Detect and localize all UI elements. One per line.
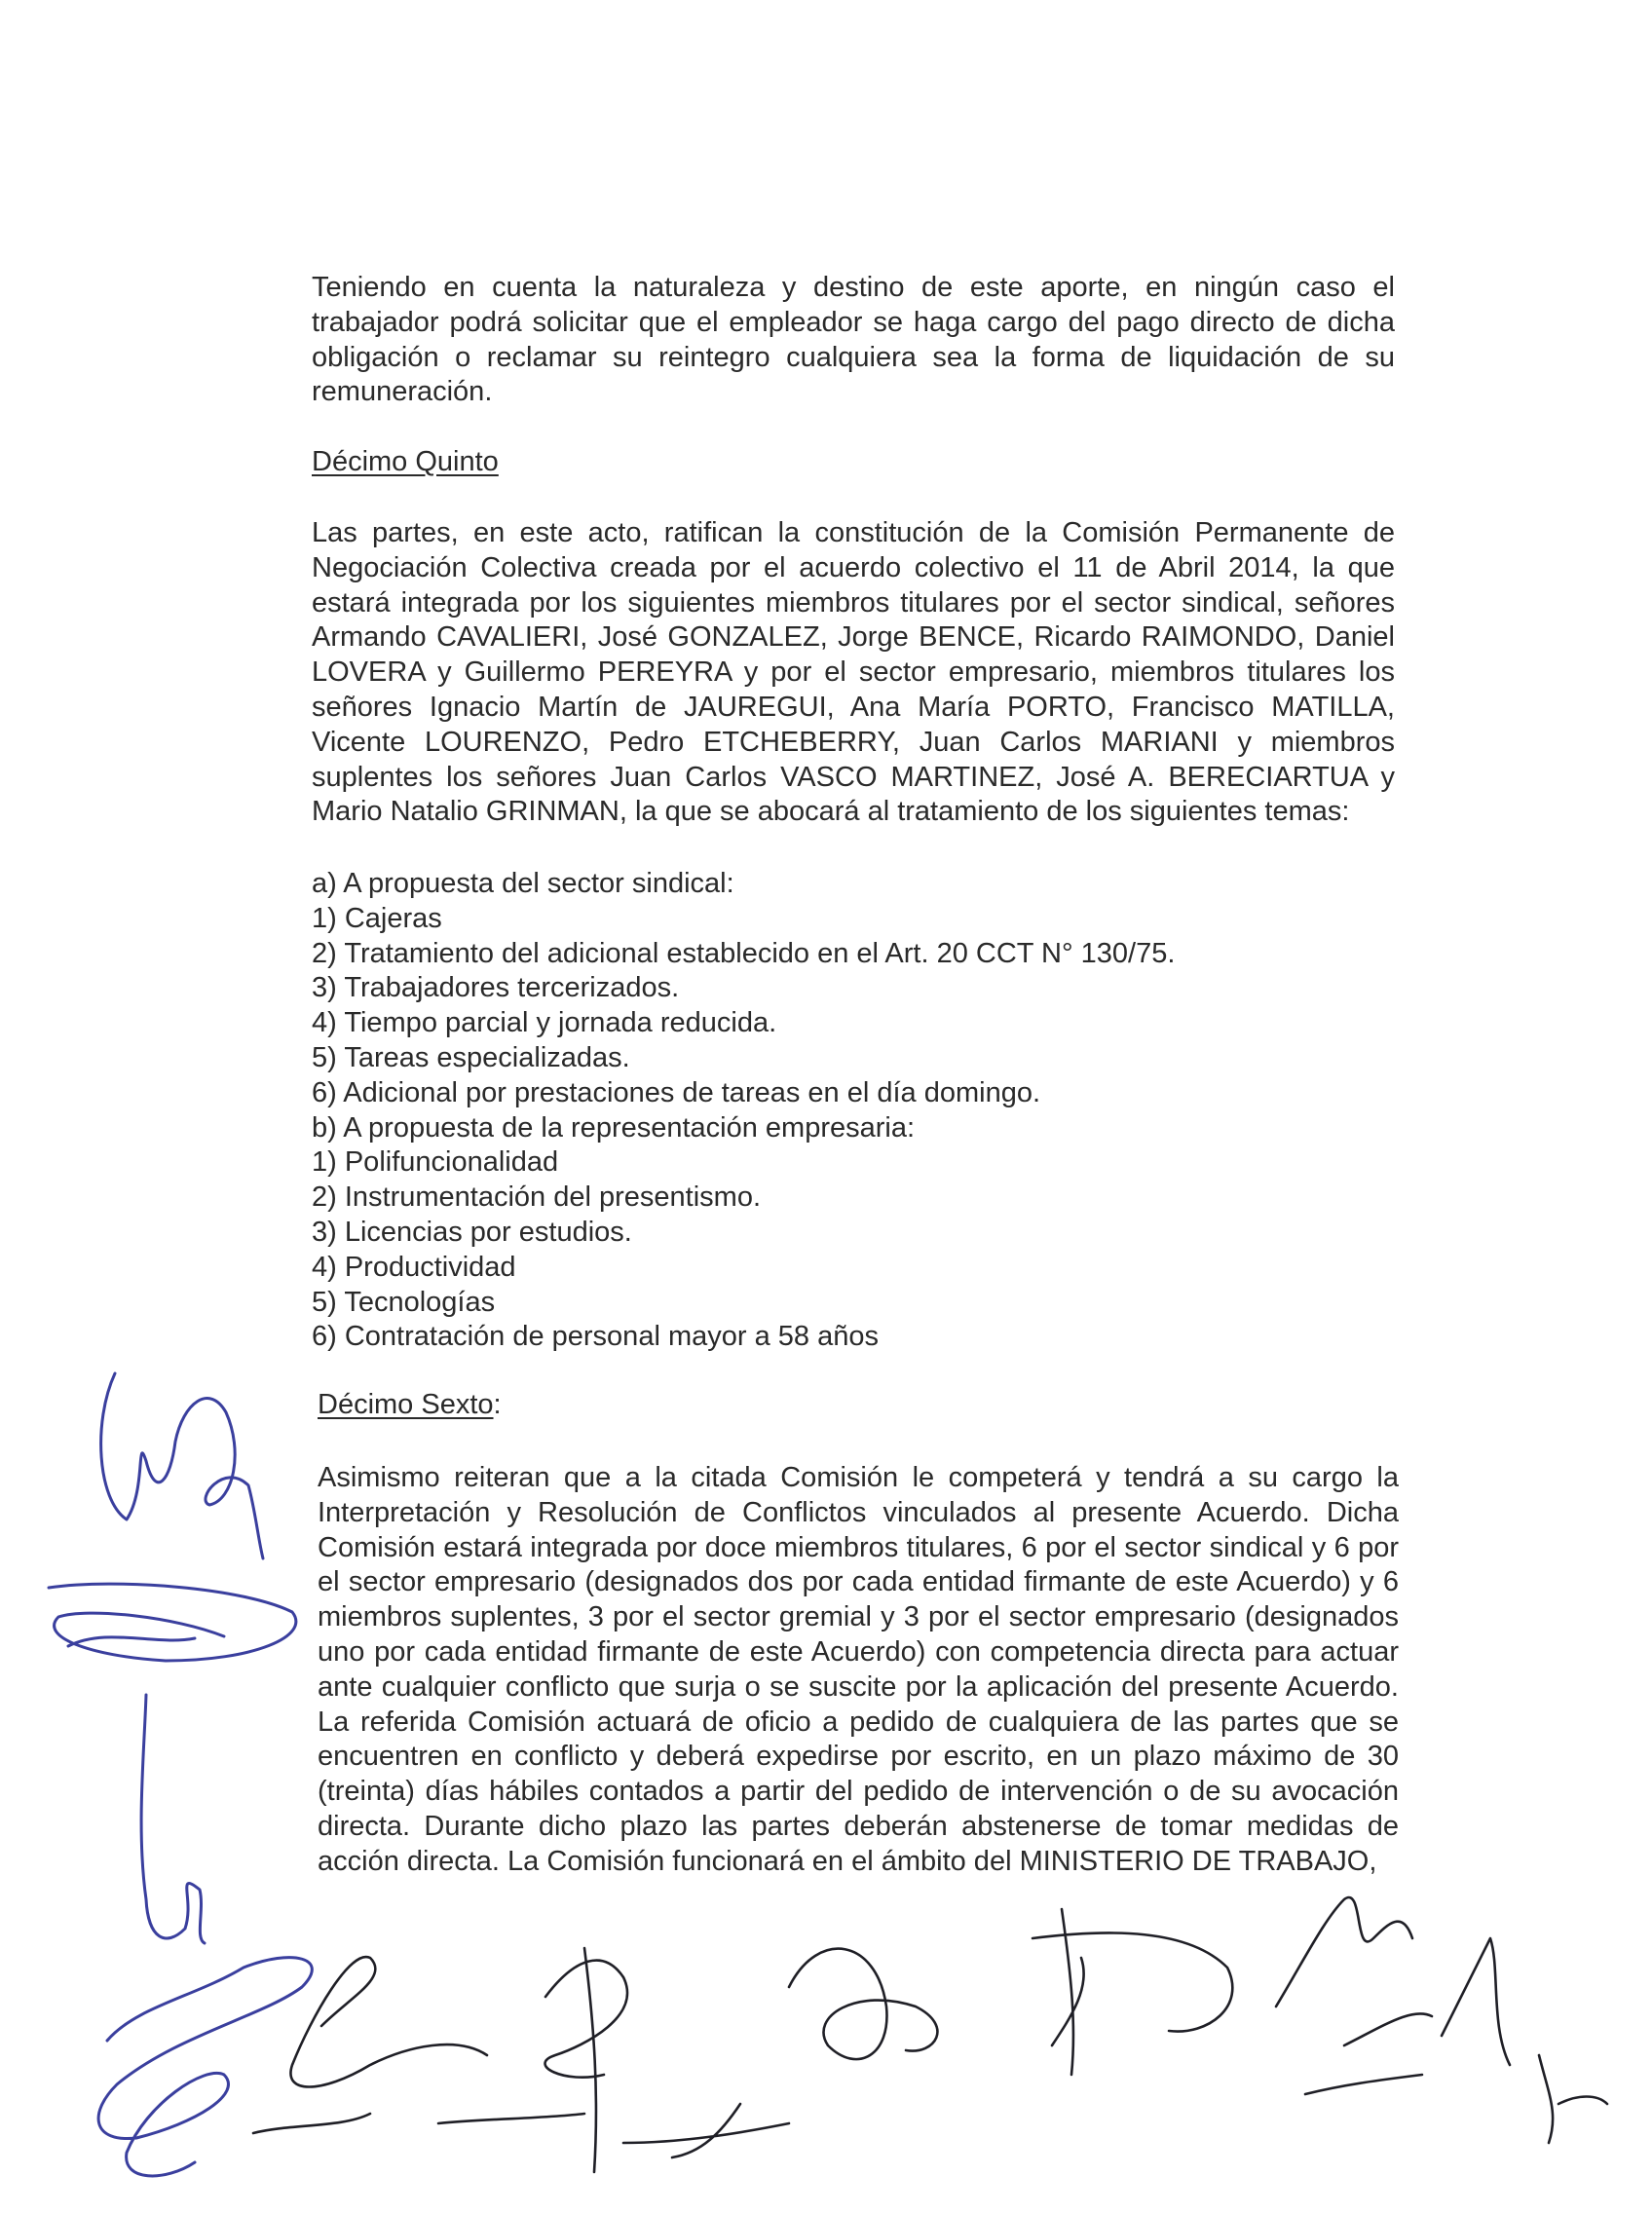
list-item: 5) Tareas especializadas. [312, 1041, 630, 1073]
list-item: 2) Tratamiento del adicional establecido en el Art. 20 CCT N° 130/75. [312, 937, 1176, 969]
signature-left-1 [101, 1373, 263, 1558]
list-item: 2) Instrumentación del presentismo. [312, 1182, 761, 1214]
list-item: 3) Trabajadores tercerizados. [312, 972, 680, 1004]
heading-decimo-sexto-label: Décimo Sexto [318, 1389, 494, 1420]
list-item: 5) Tecnologías [312, 1286, 496, 1318]
list-item: 6) Adicional por prestaciones de tareas en el día domingo. [312, 1076, 1041, 1108]
signature-left-3 [141, 1695, 205, 1943]
signature-bottom-5 [1276, 1897, 1432, 2094]
signature-bottom-7 [253, 2114, 584, 2133]
signature-bottom-3 [789, 1949, 937, 2059]
signature-left-2 [49, 1584, 296, 1661]
signature-left-4 [98, 1958, 312, 2176]
list-item: 6) Contratación de personal mayor a 58 años [312, 1321, 879, 1353]
list-b-title: b) A propuesta de la representación empresaria: [312, 1111, 916, 1144]
signature-group-black [253, 1897, 1607, 2172]
paragraph-interpretacion-conflictos: Asimismo reiteran que a la citada Comisión le competerá y tendrá a su cargo la Interpretación y Resolución de Conflictos vinculados al presente Acuerdo. Dicha Comisión estará integrada por doce miembros titulares, 6 por el sector sindical y 6 por el sector empresario (designados dos por cada entidad firmante de este Acuerdo) y 6 miembros suplentes, 3 por el sector gremial y 3 por el sector empresario (designados uno por cada entidad firmante de este Acuerdo) con competencia directa para actuar ante cualquier conflicto que surja o se suscite por la aplicación del presente Acuerdo. La referida Comisión actuará de oficio a pedido de cualquiera de las partes que se encuentren en conflicto y deberá expedirse por escrito, en un plazo máximo de 30 (treinta) días hábiles contados a partir del pedido de intervención o de su avocación directa. Durante dicho plazo las partes deberán abstenerse de tomar medidas de acción directa. La Comisión funcionará en el ámbito del MINISTERIO DE TRABAJO, [318, 1462, 1399, 1877]
signature-bottom-6 [1442, 1938, 1607, 2143]
list-a-title: a) A propuesta del sector sindical: [312, 868, 734, 899]
list-item: 1) Cajeras [312, 902, 442, 934]
topics-list [312, 867, 1175, 1355]
signature-bottom-1 [290, 1957, 487, 2086]
list-item: 1) Polifuncionalidad [312, 1146, 559, 1179]
paragraph-comision-permanente: Las partes, en este acto, ratifican la constitución de la Comisión Permanente de Negociación Colectiva creada por el acuerdo colectivo el 11 de Abril 2014, la que estará integrada por los siguientes miembros titulares por el sector sindical, señores Armando CAVALIERI, José GONZALEZ, Jorge BENCE, Ricardo RAIMONDO, Daniel LOVERA y Guillermo PEREYRA y por el sector empresario, miembros titulares los señores Ignacio Martín de JAUREGUI, Ana María PORTO, Francisco MATILLA, Vicente LOURENZO, Pedro ETCHEBERRY, Juan Carlos MARIANI y miembros suplentes los señores Juan Carlos VASCO MARTINEZ, José A. BERECIARTUA y Mario Natalio GRINMAN, la que se abocará al tratamiento de los siguientes temas: [312, 517, 1395, 828]
paragraph-aporte: Teniendo en cuenta la naturaleza y destino de este aporte, en ningún caso el trabajador podrá solicitar que el empleador se haga cargo del pago directo de dicha obligación o reclamar su reintegro cualquiera sea la forma de liquidación de su remuneración. [312, 272, 1395, 408]
signature-group-blue [49, 1373, 312, 2176]
heading-decimo-sexto [318, 1388, 502, 1423]
signature-bottom-2 [545, 1948, 789, 2172]
list-item: 3) Licencias por estudios. [312, 1216, 632, 1248]
heading-suffix: : [493, 1389, 502, 1420]
signature-bottom-4 [1032, 1909, 1232, 2075]
heading-decimo-quinto: Décimo Quinto [312, 446, 499, 477]
list-item: 4) Productividad [312, 1251, 516, 1283]
list-item: 4) Tiempo parcial y jornada reducida. [312, 1007, 777, 1039]
